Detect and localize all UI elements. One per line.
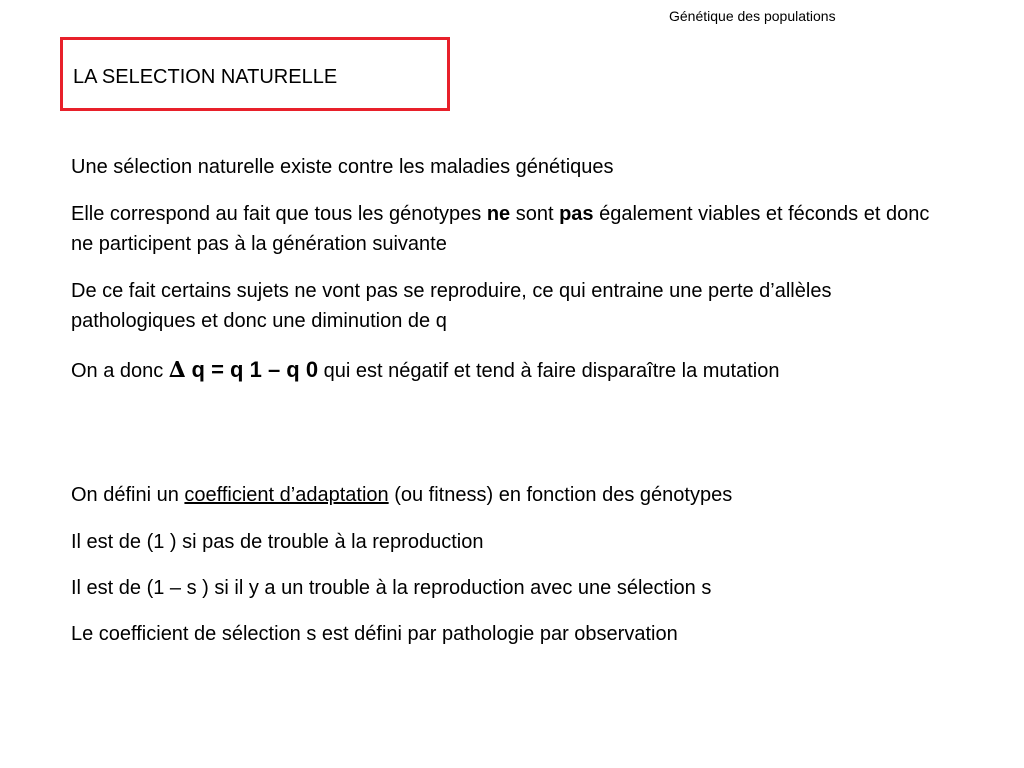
text-segment: Elle correspond au fait que tous les génotypes — [71, 203, 487, 225]
paragraph-delta-formula — [71, 355, 951, 386]
paragraph-fitness-definition — [71, 480, 951, 510]
text-segment: On a donc — [71, 360, 169, 382]
paragraph-allele-loss: De ce fait certains sujets ne vont pas se reproduire, ce qui entraine une perte d’allèles pathologiques et donc une diminution de q — [71, 280, 832, 332]
formula-text: q = q 1 – q 0 — [185, 357, 319, 382]
coefficient-adaptation-link[interactable]: coefficient d’adaptation — [184, 484, 389, 506]
text-segment: On défini un — [71, 484, 185, 506]
slide-title: LA SELECTION NATURELLE — [73, 66, 338, 88]
text-segment: qui est négatif et tend à faire disparaître la mutation — [318, 360, 780, 382]
bold-pas: pas — [559, 203, 594, 225]
text-segment: également viables et féconds et donc ne participent pas à la génération suivante — [71, 203, 930, 255]
bold-ne: ne — [486, 203, 511, 225]
text-segment: sont — [510, 203, 560, 225]
delta-q-formula — [169, 357, 318, 382]
header-title: Génétique des populations — [669, 8, 836, 24]
paragraph-selection-coefficient: Le coefficient de sélection s est défini par pathologie par observation — [71, 623, 678, 645]
text-segment: (ou fitness) en fonction des génotypes — [388, 484, 733, 506]
paragraph-selection-exists: Une sélection naturelle existe contre les maladies génétiques — [71, 156, 614, 178]
delta-symbol: ∆ — [168, 357, 186, 383]
paragraph-genotypes-viability — [71, 199, 951, 259]
paragraph-fitness-one: Il est de (1 ) si pas de trouble à la reproduction — [71, 531, 484, 553]
slide-title-box — [60, 37, 450, 111]
paragraph-fitness-one-minus-s: Il est de (1 – s ) si il y a un trouble à la reproduction avec une sélection s — [71, 577, 712, 599]
